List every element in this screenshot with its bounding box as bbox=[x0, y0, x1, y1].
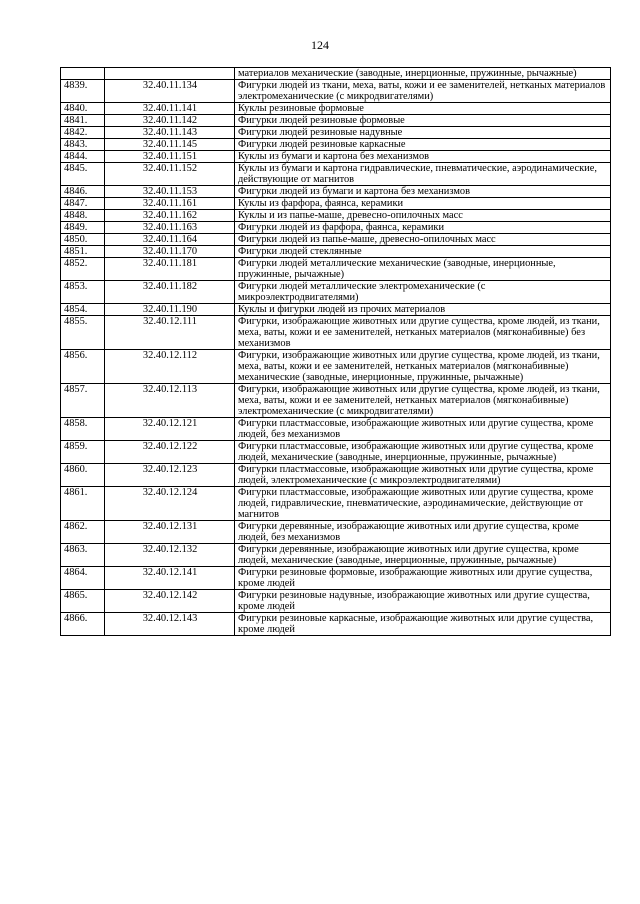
row-description-cell: Куклы и из папье-маше, древесно-опилочных масс bbox=[235, 210, 611, 222]
table-row bbox=[61, 464, 611, 487]
row-number-cell: 4862. bbox=[61, 521, 105, 544]
row-code-cell: 32.40.11.145 bbox=[105, 139, 235, 151]
row-description-cell: Фигурки, изображающие животных или другие существа, кроме людей, из ткани, меха, ваты, кожи и ее заменителей, нетканых материалов (мягконабивные) механические (заводные, инерционные, пружинные, рычажные) bbox=[235, 350, 611, 384]
row-number-cell: 4855. bbox=[61, 316, 105, 350]
table-row bbox=[61, 246, 611, 258]
row-number-cell: 4859. bbox=[61, 441, 105, 464]
table-row bbox=[61, 567, 611, 590]
row-number-cell: 4839. bbox=[61, 80, 105, 103]
table-row bbox=[61, 151, 611, 163]
row-number-cell: 4845. bbox=[61, 163, 105, 186]
row-description-cell: Куклы из фарфора, фаянса, керамики bbox=[235, 198, 611, 210]
row-number-cell: 4841. bbox=[61, 115, 105, 127]
table-row bbox=[61, 258, 611, 281]
row-description-cell: Фигурки людей из бумаги и картона без механизмов bbox=[235, 186, 611, 198]
row-number-cell: 4858. bbox=[61, 418, 105, 441]
row-code-cell: 32.40.11.141 bbox=[105, 103, 235, 115]
row-code-cell: 32.40.11.143 bbox=[105, 127, 235, 139]
row-code-cell: 32.40.12.142 bbox=[105, 590, 235, 613]
table-row bbox=[61, 350, 611, 384]
row-code-cell: 32.40.12.124 bbox=[105, 487, 235, 521]
table-row bbox=[61, 210, 611, 222]
row-description-cell: Фигурки людей резиновые надувные bbox=[235, 127, 611, 139]
table-row bbox=[61, 304, 611, 316]
table-row bbox=[61, 487, 611, 521]
row-description-cell: Фигурки резиновые каркасные, изображающие животных или другие существа, кроме людей bbox=[235, 613, 611, 636]
row-description-cell: Фигурки деревянные, изображающие животных или другие существа, кроме людей, без механизмов bbox=[235, 521, 611, 544]
row-number-cell bbox=[61, 68, 105, 80]
codes-table-body bbox=[61, 68, 611, 636]
row-code-cell: 32.40.12.143 bbox=[105, 613, 235, 636]
table-row bbox=[61, 613, 611, 636]
table-row bbox=[61, 234, 611, 246]
row-number-cell: 4854. bbox=[61, 304, 105, 316]
row-code-cell: 32.40.11.182 bbox=[105, 281, 235, 304]
row-number-cell: 4856. bbox=[61, 350, 105, 384]
row-code-cell: 32.40.12.112 bbox=[105, 350, 235, 384]
table-row bbox=[61, 127, 611, 139]
row-number-cell: 4844. bbox=[61, 151, 105, 163]
row-number-cell: 4852. bbox=[61, 258, 105, 281]
row-number-cell: 4843. bbox=[61, 139, 105, 151]
table-row bbox=[61, 590, 611, 613]
row-code-cell: 32.40.12.113 bbox=[105, 384, 235, 418]
row-code-cell: 32.40.12.132 bbox=[105, 544, 235, 567]
table-row bbox=[61, 186, 611, 198]
row-description-cell: Фигурки деревянные, изображающие животных или другие существа, кроме людей, механические (заводные, инерционные, пружинные, рычажные) bbox=[235, 544, 611, 567]
row-description-cell: Куклы резиновые формовые bbox=[235, 103, 611, 115]
row-number-cell: 4848. bbox=[61, 210, 105, 222]
row-code-cell: 32.40.11.162 bbox=[105, 210, 235, 222]
table-row bbox=[61, 384, 611, 418]
table-row bbox=[61, 103, 611, 115]
row-description-cell: Фигурки пластмассовые, изображающие животных или другие существа, кроме людей, без механизмов bbox=[235, 418, 611, 441]
table-row bbox=[61, 198, 611, 210]
row-description-cell: Фигурки резиновые надувные, изображающие животных или другие существа, кроме людей bbox=[235, 590, 611, 613]
table-row bbox=[61, 316, 611, 350]
row-code-cell: 32.40.12.111 bbox=[105, 316, 235, 350]
row-number-cell: 4857. bbox=[61, 384, 105, 418]
row-code-cell: 32.40.12.131 bbox=[105, 521, 235, 544]
row-number-cell: 4851. bbox=[61, 246, 105, 258]
row-description-cell: Фигурки людей стеклянные bbox=[235, 246, 611, 258]
page-number: 124 bbox=[311, 38, 329, 52]
row-number-cell: 4850. bbox=[61, 234, 105, 246]
table-row bbox=[61, 68, 611, 80]
row-code-cell: 32.40.12.141 bbox=[105, 567, 235, 590]
row-number-cell: 4840. bbox=[61, 103, 105, 115]
row-code-cell: 32.40.11.164 bbox=[105, 234, 235, 246]
table-row bbox=[61, 139, 611, 151]
row-number-cell: 4847. bbox=[61, 198, 105, 210]
row-code-cell: 32.40.11.163 bbox=[105, 222, 235, 234]
row-description-cell: Куклы из бумаги и картона гидравлические, пневматические, аэродинамические, действующие от магнитов bbox=[235, 163, 611, 186]
row-code-cell: 32.40.11.142 bbox=[105, 115, 235, 127]
codes-table bbox=[60, 67, 611, 636]
row-code-cell: 32.40.12.123 bbox=[105, 464, 235, 487]
row-code-cell: 32.40.12.122 bbox=[105, 441, 235, 464]
row-description-cell: Фигурки, изображающие животных или другие существа, кроме людей, из ткани, меха, ваты, кожи и ее заменителей, нетканых материалов (мягконабивные) без механизмов bbox=[235, 316, 611, 350]
row-code-cell: 32.40.11.151 bbox=[105, 151, 235, 163]
table-row bbox=[61, 222, 611, 234]
table-row bbox=[61, 115, 611, 127]
table-row bbox=[61, 418, 611, 441]
row-code-cell: 32.40.12.121 bbox=[105, 418, 235, 441]
row-description-cell: материалов механические (заводные, инерционные, пружинные, рычажные) bbox=[235, 68, 611, 80]
row-code-cell: 32.40.11.153 bbox=[105, 186, 235, 198]
row-description-cell: Фигурки людей из ткани, меха, ваты, кожи и ее заменителей, нетканых материалов электромеханические (с микродвигателями) bbox=[235, 80, 611, 103]
table-row bbox=[61, 163, 611, 186]
row-description-cell: Фигурки людей металлические электромеханические (с микроэлектродвигателями) bbox=[235, 281, 611, 304]
row-code-cell bbox=[105, 68, 235, 80]
row-description-cell: Фигурки, изображающие животных или другие существа, кроме людей, из ткани, меха, ваты, кожи и ее заменителей, нетканых материалов (мягконабивные) электромеханические (с микродвигателями) bbox=[235, 384, 611, 418]
row-description-cell: Фигурки пластмассовые, изображающие животных или другие существа, кроме людей, электромеханические (с микроэлектродвигателями) bbox=[235, 464, 611, 487]
table-row bbox=[61, 80, 611, 103]
row-description-cell: Куклы и фигурки людей из прочих материалов bbox=[235, 304, 611, 316]
row-description-cell: Фигурки людей металлические механические (заводные, инерционные, пружинные, рычажные) bbox=[235, 258, 611, 281]
row-description-cell: Фигурки людей резиновые формовые bbox=[235, 115, 611, 127]
row-number-cell: 4846. bbox=[61, 186, 105, 198]
row-description-cell: Фигурки людей резиновые каркасные bbox=[235, 139, 611, 151]
row-number-cell: 4849. bbox=[61, 222, 105, 234]
row-number-cell: 4866. bbox=[61, 613, 105, 636]
row-description-cell: Фигурки пластмассовые, изображающие животных или другие существа, кроме людей, механические (заводные, инерционные, пружинные, рычажные) bbox=[235, 441, 611, 464]
row-description-cell: Фигурки людей из папье-маше, древесно-опилочных масс bbox=[235, 234, 611, 246]
row-code-cell: 32.40.11.181 bbox=[105, 258, 235, 281]
row-number-cell: 4853. bbox=[61, 281, 105, 304]
table-row bbox=[61, 521, 611, 544]
row-code-cell: 32.40.11.134 bbox=[105, 80, 235, 103]
row-code-cell: 32.40.11.152 bbox=[105, 163, 235, 186]
row-description-cell: Куклы из бумаги и картона без механизмов bbox=[235, 151, 611, 163]
row-code-cell: 32.40.11.161 bbox=[105, 198, 235, 210]
row-number-cell: 4863. bbox=[61, 544, 105, 567]
row-number-cell: 4865. bbox=[61, 590, 105, 613]
row-description-cell: Фигурки пластмассовые, изображающие животных или другие существа, кроме людей, гидравлические, пневматические, аэродинамические, действующие от магнитов bbox=[235, 487, 611, 521]
row-description-cell: Фигурки людей из фарфора, фаянса, керамики bbox=[235, 222, 611, 234]
row-code-cell: 32.40.11.190 bbox=[105, 304, 235, 316]
row-number-cell: 4864. bbox=[61, 567, 105, 590]
table-row bbox=[61, 544, 611, 567]
row-number-cell: 4842. bbox=[61, 127, 105, 139]
table-row bbox=[61, 441, 611, 464]
row-number-cell: 4860. bbox=[61, 464, 105, 487]
row-code-cell: 32.40.11.170 bbox=[105, 246, 235, 258]
table-row bbox=[61, 281, 611, 304]
row-number-cell: 4861. bbox=[61, 487, 105, 521]
row-description-cell: Фигурки резиновые формовые, изображающие животных или другие существа, кроме людей bbox=[235, 567, 611, 590]
